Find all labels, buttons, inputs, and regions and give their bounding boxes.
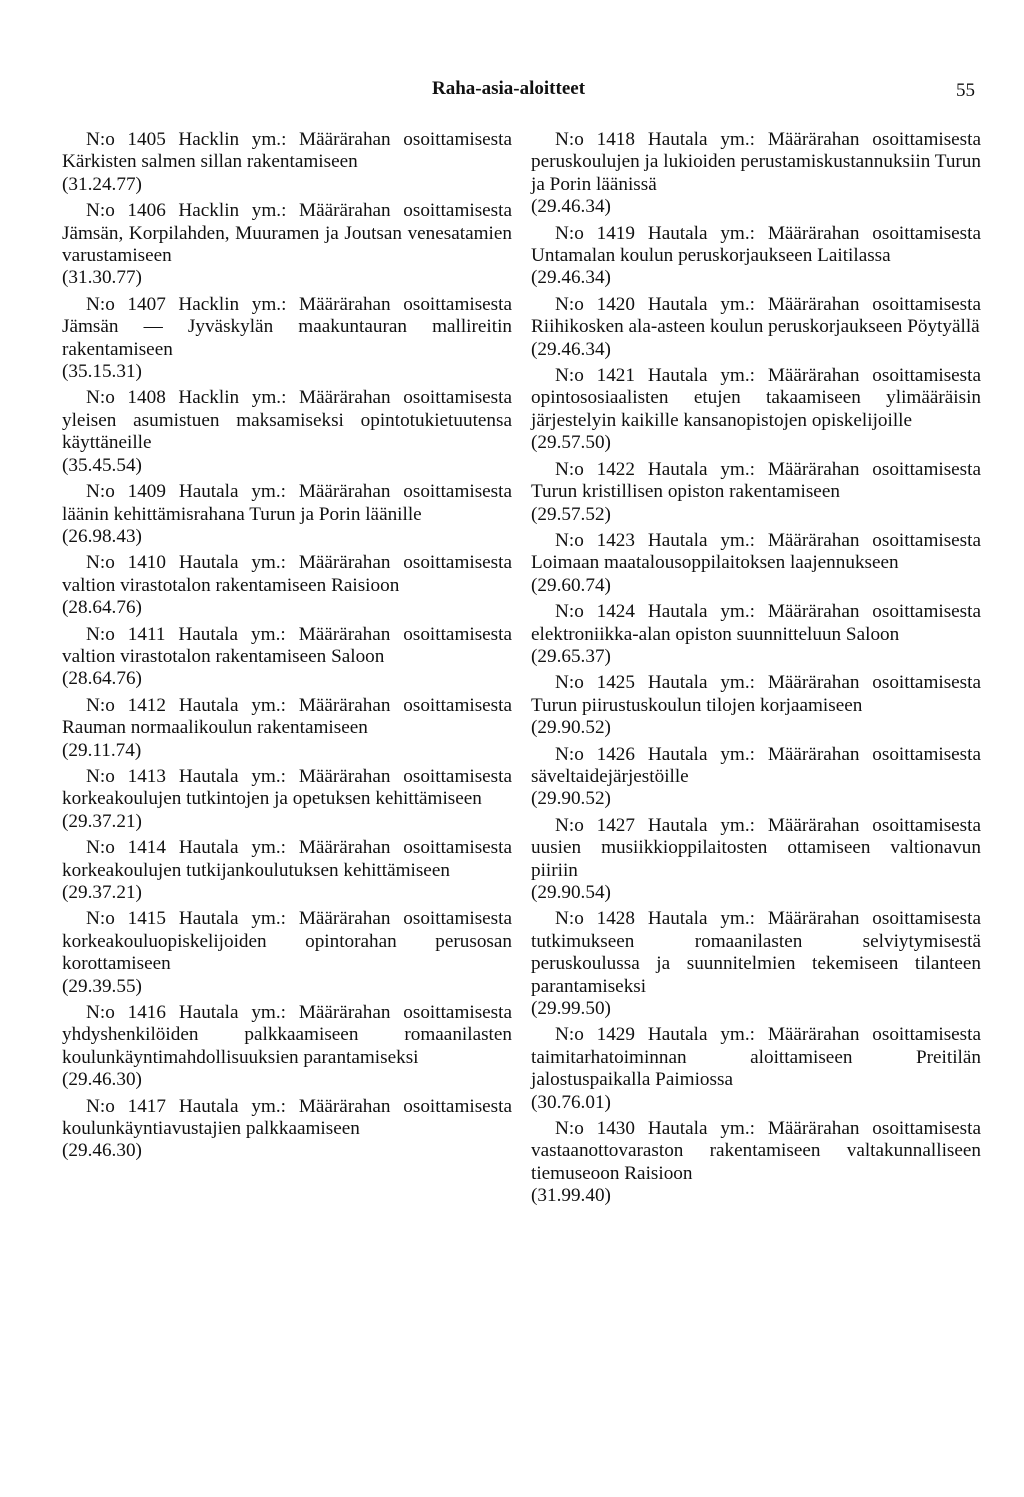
entry-title: N:o 1405 Hacklin ym.: Määrärahan osoittamisesta Kärkisten salmen sillan rakentamiseen [62, 129, 512, 173]
list-item [62, 837, 512, 904]
entry-title: N:o 1413 Hautala ym.: Määrärahan osoittamisesta korkeakoulujen tutkintojen ja opetuksen kehittämiseen [62, 765, 512, 810]
list-item [62, 481, 512, 548]
entry-code: (26.98.43) [62, 525, 142, 547]
list-item [62, 624, 512, 691]
entry-title: N:o 1417 Hautala ym.: Määrärahan osoittamisesta koulunkäyntiavustajien palkkaamiseen [62, 1095, 512, 1140]
entry-code: (29.46.34) [531, 196, 611, 218]
list-item [531, 459, 981, 526]
entry-code: (29.46.34) [531, 267, 611, 289]
list-item [531, 129, 981, 219]
entry-code: (29.46.30) [62, 1140, 142, 1162]
entry-code: (31.30.77) [62, 267, 142, 289]
list-item [531, 1024, 981, 1114]
entry-title: N:o 1419 Hautala ym.: Määrärahan osoittamisesta Untamalan koulun peruskorjaukseen Laitilassa [531, 222, 981, 267]
list-item [531, 365, 981, 455]
entry-code: (30.76.01) [531, 1091, 611, 1113]
list-item [62, 129, 512, 196]
list-item [62, 200, 512, 290]
entry-code: (29.39.55) [62, 975, 142, 997]
entry-code: (29.90.54) [531, 882, 611, 903]
entry-title: N:o 1420 Hautala ym.: Määrärahan osoittamisesta Riihikosken ala-asteen koulun peruskorjaukseen Pöytyällä [531, 293, 981, 338]
entry-code: (29.57.52) [531, 503, 611, 525]
entry-title: N:o 1412 Hautala ym.: Määrärahan osoittamisesta Rauman normaalikoulun rakentamiseen [62, 694, 512, 739]
list-item [62, 1096, 512, 1163]
entry-code: (29.57.50) [531, 432, 611, 454]
entry-title: N:o 1410 Hautala ym.: Määrärahan osoittamisesta valtion virastotalon rakentamiseen Raisioon [62, 552, 512, 596]
entry-title: N:o 1406 Hacklin ym.: Määrärahan osoittamisesta Jämsän, Korpilahden, Muuramen ja Joutsan venesatamien varustamiseen [62, 200, 512, 267]
list-item [62, 1002, 512, 1092]
entry-code: (35.45.54) [62, 454, 142, 476]
list-item [531, 1118, 981, 1208]
entry-title: N:o 1423 Hautala ym.: Määrärahan osoittamisesta Loimaan maatalousoppilaitoksen laajennukseen [531, 529, 981, 574]
entry-code: (29.65.37) [531, 645, 611, 667]
list-item [62, 908, 512, 998]
list-item [62, 294, 512, 384]
list-item [531, 530, 981, 597]
list-item [531, 815, 981, 905]
entry-code: (29.99.50) [531, 998, 611, 1020]
entry-code: (29.37.21) [62, 882, 142, 903]
list-item [531, 601, 981, 668]
entry-code: (31.99.40) [531, 1185, 611, 1207]
entry-title: N:o 1430 Hautala ym.: Määrärahan osoittamisesta vastaanottovaraston rakentamiseen valtakunnalliseen tiemuseoon Raisioon [531, 1118, 981, 1184]
entry-title: N:o 1418 Hautala ym.: Määrärahan osoittamisesta peruskoulujen ja lukioiden perustamiskustannuksiin Turun ja Porin läänissä [531, 129, 981, 195]
entry-code: (29.37.21) [62, 810, 142, 832]
running-title: Raha-asia-aloitteet [432, 78, 586, 99]
entry-code: (29.90.52) [531, 717, 611, 739]
page-header [0, 78, 1024, 108]
list-item [62, 552, 512, 619]
page-number: 55 [956, 80, 975, 101]
entry-title: N:o 1425 Hautala ym.: Määrärahan osoittamisesta Turun piirustuskoulun tilojen korjaamiseen [531, 672, 981, 716]
entry-title: N:o 1414 Hautala ym.: Määrärahan osoittamisesta korkeakoulujen tutkijankoulutuksen kehittämiseen [62, 837, 512, 881]
entry-title: N:o 1416 Hautala ym.: Määrärahan osoittamisesta yhdyshenkilöiden palkkaamiseen romaanilasten koulunkäyntimahdollisuuksien parantamiseksi [62, 1002, 512, 1068]
entry-code: (29.46.34) [531, 338, 611, 360]
entry-title: N:o 1424 Hautala ym.: Määrärahan osoittamisesta elektroniikka-alan opiston suunnitteluun Saloon [531, 601, 981, 645]
entry-code: (28.64.76) [62, 597, 142, 619]
list-item [531, 744, 981, 811]
list-item [531, 672, 981, 739]
entry-code: (29.11.74) [62, 739, 142, 761]
left-column [62, 129, 512, 1167]
entry-title: N:o 1426 Hautala ym.: Määrärahan osoittamisesta säveltaidejärjestöille [531, 743, 981, 787]
entry-code: (29.46.30) [62, 1069, 142, 1091]
list-item [531, 908, 981, 1020]
entry-code: (28.64.76) [62, 668, 142, 690]
entry-title: N:o 1407 Hacklin ym.: Määrärahan osoittamisesta Jämsän — Jyväskylän maakuntauran mallireitin rakentamiseen [62, 293, 512, 360]
entry-title: N:o 1429 Hautala ym.: Määrärahan osoittamisesta taimitarhatoiminnan aloittamiseen Preitilän jalostuspaikalla Paimiossa [531, 1024, 981, 1091]
right-column [531, 129, 981, 1212]
entry-code: (31.24.77) [62, 173, 142, 195]
entry-title: N:o 1409 Hautala ym.: Määrärahan osoittamisesta läänin kehittämisrahana Turun ja Porin läänille [62, 481, 512, 525]
list-item [531, 294, 981, 361]
entry-title: N:o 1415 Hautala ym.: Määrärahan osoittamisesta korkeakouluopiskelijoiden opintorahan perusosan korottamiseen [62, 908, 512, 975]
entry-title: N:o 1428 Hautala ym.: Määrärahan osoittamisesta tutkimukseen romaanilasten selviytymisestä peruskoulussa ja suunnitelmien tekemiseen tilanteen parantamiseksi [531, 908, 981, 997]
entry-code: (29.90.52) [531, 788, 611, 810]
entry-title: N:o 1427 Hautala ym.: Määrärahan osoittamisesta uusien musiikkioppilaitosten ottamiseen valtionavun piiriin [531, 814, 981, 881]
entry-title: N:o 1408 Hacklin ym.: Määrärahan osoittamisesta yleisen asumistuen maksamiseksi opintotukietuutensa käyttäneille [62, 387, 512, 454]
entry-title: N:o 1422 Hautala ym.: Määrärahan osoittamisesta Turun kristillisen opiston rakentamiseen [531, 458, 981, 503]
list-item [62, 387, 512, 477]
list-item [62, 766, 512, 833]
list-item [62, 695, 512, 762]
entry-code: (35.15.31) [62, 361, 142, 383]
entry-code: (29.60.74) [531, 574, 611, 596]
list-item [531, 223, 981, 290]
entry-title: N:o 1411 Hautala ym.: Määrärahan osoittamisesta valtion virastotalon rakentamiseen Saloon [62, 623, 512, 667]
entry-title: N:o 1421 Hautala ym.: Määrärahan osoittamisesta opintososiaalisten etujen takaamiseen ylimääräisin järjestelyin kaikille kansanopistojen opiskelijoille [531, 365, 981, 431]
